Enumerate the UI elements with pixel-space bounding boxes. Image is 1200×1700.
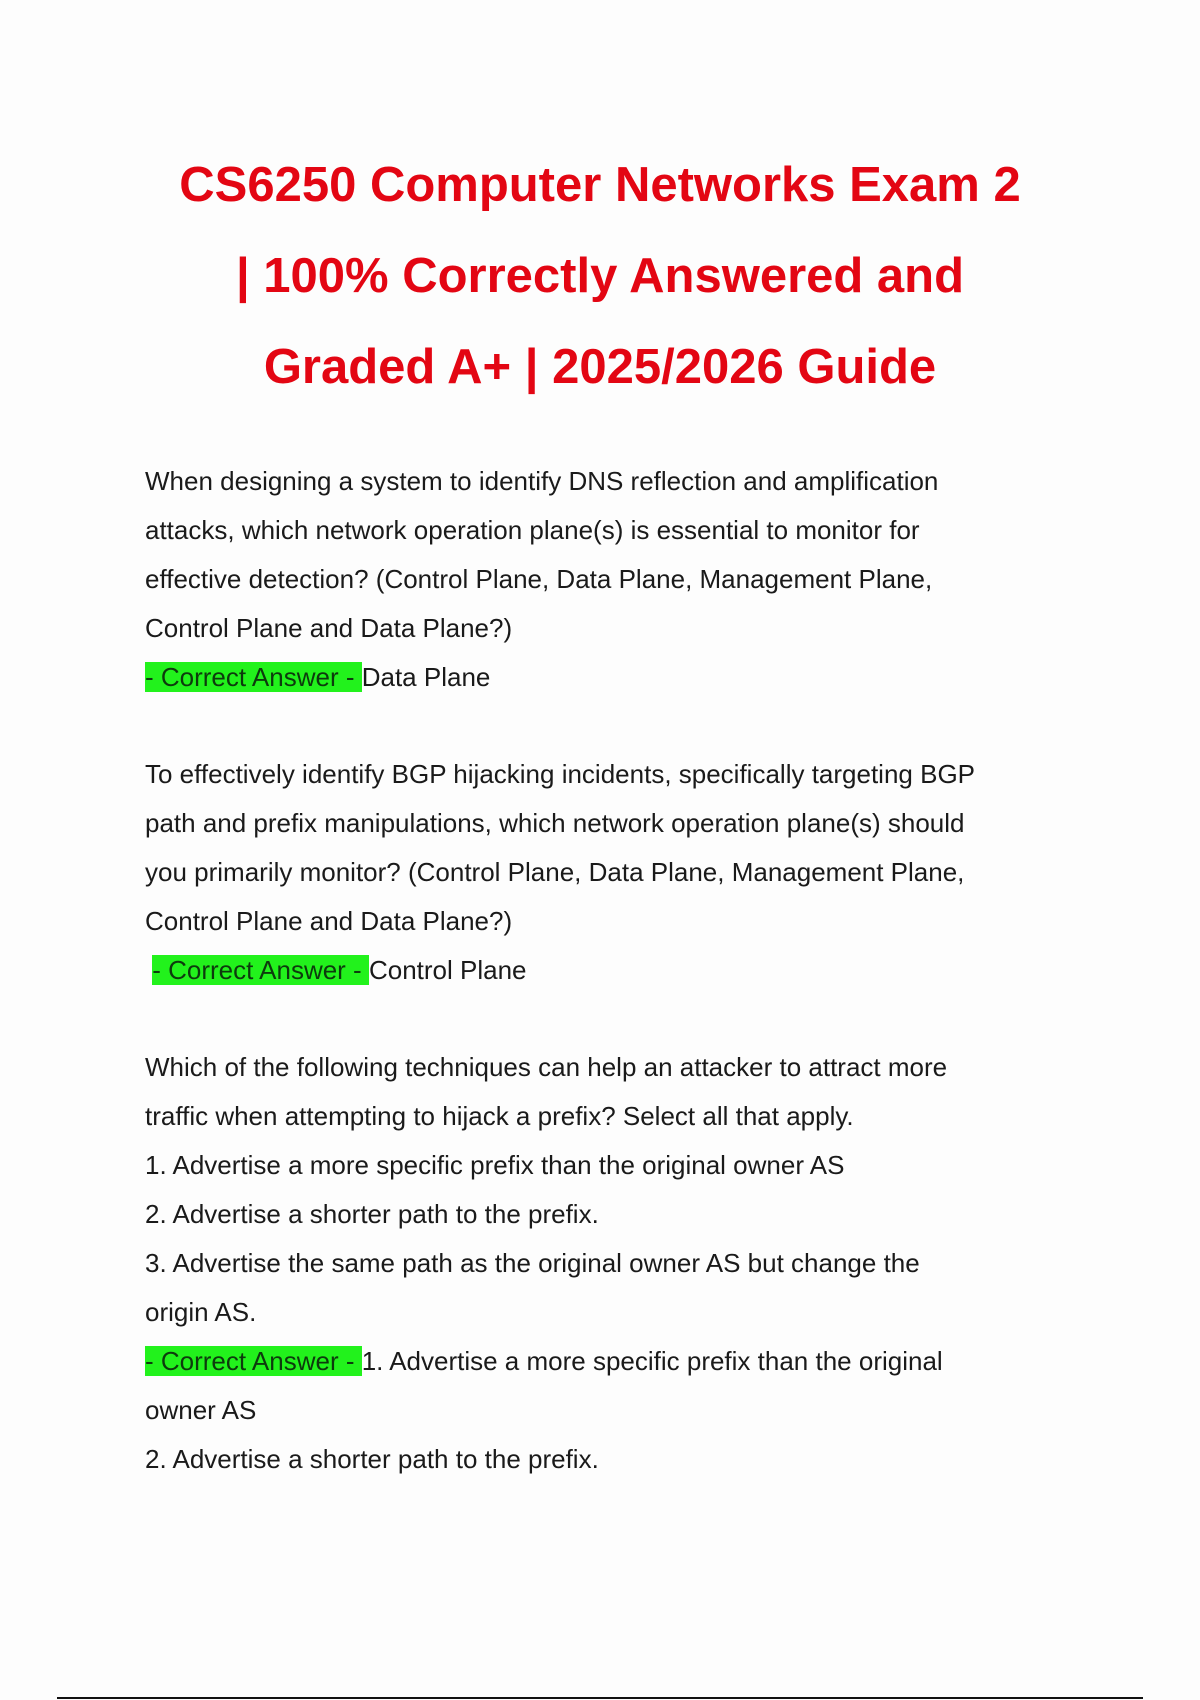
question-block-3 xyxy=(145,1043,1075,1484)
spacer xyxy=(145,702,1075,750)
question-2-line-2: path and prefix manipulations, which network operation plane(s) should xyxy=(145,808,965,838)
title-line-2: | 100% Correctly Answered and xyxy=(235,249,965,303)
question-2-answer-text: Control Plane xyxy=(368,955,527,985)
question-2-answer xyxy=(145,946,1075,995)
question-1-line-4: Control Plane and Data Plane?) xyxy=(145,613,513,643)
question-3-answer xyxy=(145,1337,1075,1386)
question-2-line-3: you primarily monitor? (Control Plane, Data Plane, Management Plane, xyxy=(145,857,965,887)
question-3-answer-line-3: 2. Advertise a shorter path to the prefix. xyxy=(145,1444,599,1474)
question-3-option-3: 3. Advertise the same path as the original owner AS but change the xyxy=(145,1248,920,1278)
question-1-answer xyxy=(145,653,1075,702)
page-bottom-rule xyxy=(57,1697,1143,1699)
question-1-line-1: When designing a system to identify DNS reflection and amplification xyxy=(145,466,939,496)
question-list xyxy=(145,457,1075,1484)
question-3-option-2: 2. Advertise a shorter path to the prefix. xyxy=(145,1199,599,1229)
question-1-line-2: attacks, which network operation plane(s) is essential to monitor for xyxy=(145,515,920,545)
question-block-2 xyxy=(145,750,1075,995)
question-3-answer-line-2: owner AS xyxy=(145,1395,257,1425)
question-1-line-3: effective detection? (Control Plane, Data Plane, Management Plane, xyxy=(145,564,933,594)
question-3-line-1: Which of the following techniques can help an attacker to attract more xyxy=(145,1052,948,1082)
question-3-option-3-cont: origin AS. xyxy=(145,1297,257,1327)
title-line-1: CS6250 Computer Networks Exam 2 xyxy=(179,158,1021,212)
question-block-1 xyxy=(145,457,1075,702)
question-2-line-1: To effectively identify BGP hijacking incidents, specifically targeting BGP xyxy=(145,759,976,789)
question-3-option-1: 1. Advertise a more specific prefix than the original owner AS xyxy=(145,1150,845,1180)
document-title xyxy=(120,140,1080,413)
correct-answer-label: - Correct Answer - xyxy=(145,662,362,692)
question-3-answer-text: 1. Advertise a more specific prefix than the original xyxy=(361,1346,943,1376)
spacer xyxy=(145,995,1075,1043)
title-line-3: Graded A+ | 2025/2026 Guide xyxy=(263,340,937,394)
question-1-answer-text: Data Plane xyxy=(361,662,491,692)
correct-answer-label: - Correct Answer - xyxy=(152,955,369,985)
question-3-line-2: traffic when attempting to hijack a prefix? Select all that apply. xyxy=(145,1101,854,1131)
question-2-line-4: Control Plane and Data Plane?) xyxy=(145,906,513,936)
correct-answer-label: - Correct Answer - xyxy=(145,1346,362,1376)
